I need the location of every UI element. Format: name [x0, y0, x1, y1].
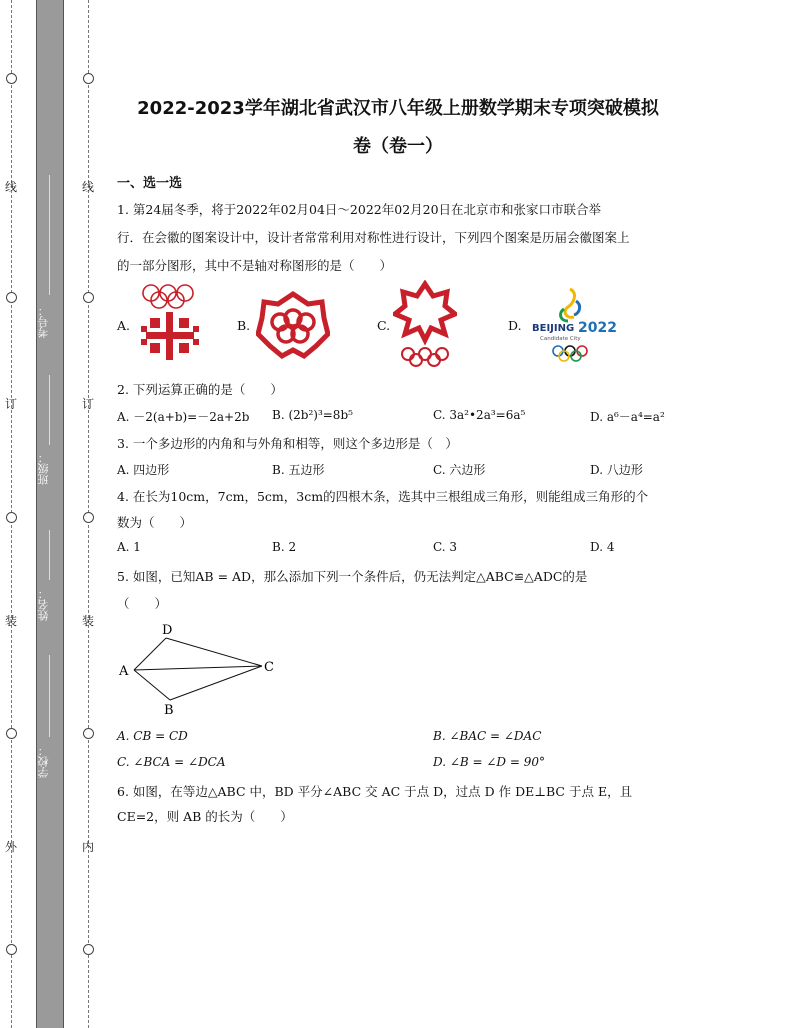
- question-1-line: 1. 第24届冬季，将于2022年02月04日～2022年02月20日在北京市和张家口市联合举: [117, 202, 602, 217]
- q4-option-d: D. 4: [590, 540, 615, 554]
- hole-ring: [6, 944, 17, 955]
- q3-option-d: D. 八边形: [590, 463, 643, 477]
- margin-char: 装: [81, 614, 94, 628]
- label-b: B: [164, 703, 174, 718]
- question-2-stem: 2. 下列运算正确的是（ ）: [117, 382, 283, 397]
- q5-option-b: B. ∠BAC = ∠DAC: [433, 729, 542, 743]
- margin-char: 内: [81, 840, 94, 854]
- q5-option-a: A. CB = CD: [117, 729, 188, 743]
- q4-option-b: B. 2: [272, 540, 297, 554]
- exam-number-label: 考号：: [37, 305, 50, 338]
- fill-line: [49, 655, 50, 737]
- question-5-line: （ ）: [117, 596, 168, 611]
- beijing-wordmark: BEIJING: [532, 323, 575, 334]
- beijing-year: 2022: [578, 320, 617, 336]
- hole-ring: [83, 512, 94, 523]
- fill-line: [49, 175, 50, 295]
- label-c: C: [264, 660, 274, 675]
- section-heading: 一、选一选: [117, 176, 183, 191]
- option-c-label: C.: [377, 318, 391, 333]
- binding-band: [36, 0, 64, 1028]
- option-d-label: D.: [508, 318, 522, 333]
- question-4-line: 数为（ ）: [117, 515, 193, 530]
- q5-kite-figure: [114, 618, 284, 718]
- hole-ring: [6, 292, 17, 303]
- margin-char: 装: [4, 614, 17, 628]
- hole-ring: [83, 728, 94, 739]
- calgary-logo-icon: [256, 290, 330, 360]
- hole-ring: [83, 73, 94, 84]
- page-title-line2: 卷（卷一）: [353, 136, 443, 157]
- sarajevo-logo-icon: [138, 282, 202, 362]
- q5-option-c: C. ∠BCA = ∠DCA: [117, 755, 226, 769]
- hole-ring: [6, 728, 17, 739]
- question-1-line: 的一部分图形，其中不是轴对称图形的是（ ）: [117, 258, 393, 273]
- candidate-city-text: Candidate City: [540, 336, 581, 342]
- kite-sides: [134, 638, 262, 700]
- margin-char: 线: [81, 180, 94, 194]
- school-label: 学校：: [37, 745, 50, 778]
- q3-option-b: B. 五边形: [272, 463, 325, 477]
- name-label: 姓名：: [37, 588, 50, 621]
- question-1-line: 行．在会徽的图案设计中，设计者常常利用对称性进行设计，下列四个图案是历届会徽图案上: [117, 230, 630, 245]
- hole-ring: [83, 292, 94, 303]
- q2-option-d: D. a⁶－a⁴=a²: [590, 410, 665, 424]
- question-4-line: 4. 在长为10cm，7cm，5cm，3cm的四根木条，选其中三根组成三角形，则能组成三角形的个: [117, 489, 649, 504]
- q2-option-b: B. (2b²)³=8b⁵: [272, 408, 353, 422]
- fill-line: [49, 530, 50, 580]
- margin-char: 线: [4, 180, 17, 194]
- q2-option-c: C. 3a²•2a³=6a⁵: [433, 408, 526, 422]
- option-b-label: B.: [237, 318, 251, 333]
- q4-option-a: A. 1: [117, 540, 141, 554]
- class-label: 班级：: [37, 452, 50, 485]
- label-d: D: [162, 623, 173, 638]
- q2-option-a: A. －2(a+b)=－2a+2b: [117, 410, 250, 424]
- question-5-line: 5. 如图，已知AB = AD，那么添加下列一个条件后，仍无法判定△ABC≌△ADC的是: [117, 569, 588, 584]
- fill-line: [49, 375, 50, 445]
- q4-option-c: C. 3: [433, 540, 458, 554]
- binding-margin: [0, 0, 100, 1028]
- question-6-line: CE=2，则 AB 的长为（ ）: [117, 809, 293, 824]
- beijing-logo: [528, 283, 620, 365]
- option-a-label: A.: [117, 318, 131, 333]
- hole-ring: [6, 512, 17, 523]
- q5-option-d: D. ∠B = ∠D = 90°: [433, 755, 546, 769]
- sapporo-logo-icon: [393, 280, 457, 370]
- margin-char: 外: [4, 840, 17, 854]
- question-3-stem: 3. 一个多边形的内角和与外角和相等，则这个多边形是（ ）: [117, 436, 458, 451]
- hole-ring: [83, 944, 94, 955]
- margin-char: 订: [81, 397, 94, 411]
- page-title: 2022-2023学年湖北省武汉市八年级上册数学期末专项突破模拟: [137, 98, 659, 119]
- q3-option-a: A. 四边形: [117, 463, 170, 477]
- q3-option-c: C. 六边形: [433, 463, 486, 477]
- hole-ring: [6, 73, 17, 84]
- question-6-line: 6. 如图，在等边△ABC 中，BD 平分∠ABC 交 AC 于点 D，过点 D 作 DE⊥BC 于点 E，且: [117, 784, 633, 799]
- margin-char: 订: [4, 397, 17, 411]
- label-a: A: [119, 664, 129, 679]
